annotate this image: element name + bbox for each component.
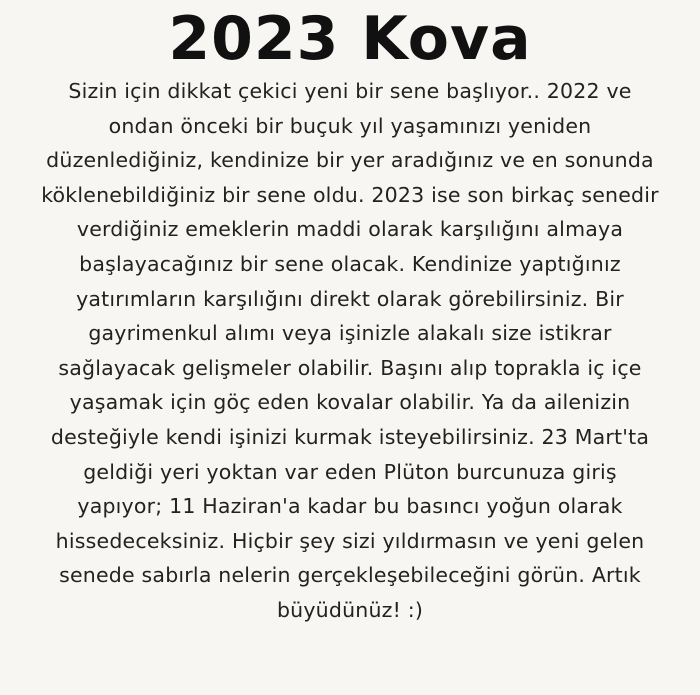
paragraph-line: büyüdünüz! :) [276,597,424,622]
paragraph-line: gayrimenkul alımı veya işinizle alakalı size istikrar [88,321,612,346]
paragraph-line: yaşamak için göç eden kovalar olabilir. Ya da ailenizin [69,390,631,415]
paragraph-line: senede sabırla nelerin gerçekleşebileceğini görün. Artık [59,563,641,588]
page-title: 2023 Kova [168,4,532,74]
paragraph-line: sağlayacak gelişmeler olabilir. Başını alıp toprakla iç içe [58,355,642,380]
paragraph-line: verdiğiniz emeklerin maddi olarak karşılığını almaya [76,217,624,242]
paragraph-line: düzenlediğiniz, kendinize bir yer aradığınız ve en sonunda [46,148,654,173]
horoscope-paragraph [0,74,700,628]
paragraph-line: başlayacağınız bir sene olacak. Kendinize yaptığınız [79,251,621,276]
paragraph-line: geldiği yeri yoktan var eden Plüton burcunuza giriş [83,459,617,484]
paragraph-line: köklenebildiğiniz bir sene oldu. 2023 ise son birkaç senedir [41,182,659,207]
paragraph-line: ondan önceki bir buçuk yıl yaşamınızı yeniden [108,113,592,138]
paragraph-line: Sizin için dikkat çekici yeni bir sene başlıyor.. 2022 ve [68,79,632,103]
paragraph-line: yatırımların karşılığını direkt olarak görebilirsiniz. Bir [76,286,624,311]
paragraph-line: hissedeceksiniz. Hiçbir şey sizi yıldırmasın ve yeni gelen [55,528,645,553]
paragraph-line: desteğiyle kendi işinizi kurmak isteyebilirsiniz. 23 Mart'ta [50,424,650,449]
paragraph-line: yapıyor; 11 Haziran'a kadar bu basıncı yoğun olarak [77,494,623,519]
